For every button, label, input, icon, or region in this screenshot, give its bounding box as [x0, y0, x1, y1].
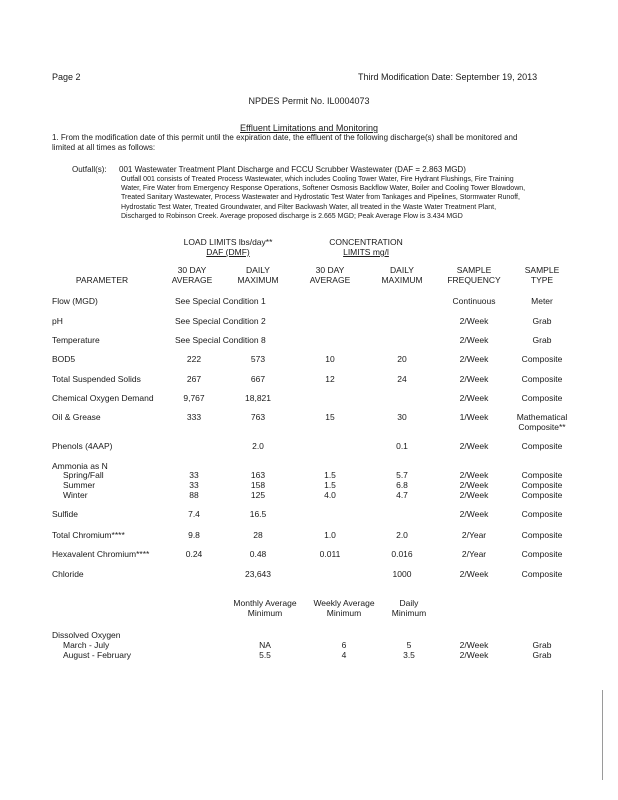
conc-max: 4.7: [396, 490, 408, 500]
concentration-sub: LIMITS mg/l: [343, 247, 389, 257]
season: Summer: [63, 480, 96, 490]
frequency: Continuous: [452, 296, 496, 306]
load-max: 125: [250, 490, 266, 500]
col-conc-30day: 30 DAY AVERAGE: [309, 265, 351, 285]
outfall-desc-line: Outfall 001 consists of Treated Process Wastewater, which includes Cooling Tower Water, Fire Hydrant Flushings, Fire Training: [121, 176, 514, 183]
param-name: BOD5: [52, 354, 76, 364]
load-note: See Special Condition 1: [175, 296, 266, 306]
col-do-daily: Daily Minimum: [391, 598, 427, 618]
col-load-30day: 30 DAY AVERAGE: [171, 265, 213, 285]
do-monthly: 5.5: [259, 650, 271, 660]
outfall-title: 001 Wastewater Treatment Plant Discharge and FCCU Scrubber Wastewater (DAF = 2.863 MGD): [119, 165, 466, 174]
conc-avg: 1.5: [324, 470, 336, 480]
sample-type: Composite: [521, 549, 563, 559]
season: Winter: [63, 490, 88, 500]
load-limits-header: [184, 237, 273, 257]
outfall-label: Outfall(s):: [72, 165, 107, 174]
frequency: 2/Week: [459, 490, 489, 500]
scan-edge-line: [602, 690, 603, 780]
period: March - July: [63, 640, 110, 650]
conc-max: 0.1: [396, 441, 408, 451]
conc-max: 24: [397, 374, 407, 384]
frequency: 1/Week: [459, 412, 489, 422]
conc-max: 5.7: [396, 470, 408, 480]
do-monthly: NA: [259, 640, 271, 650]
col-conc-daily: DAILY MAXIMUM: [381, 265, 423, 285]
col-frequency: SAMPLE FREQUENCY: [447, 265, 501, 285]
conc-max: 0.016: [391, 549, 413, 559]
col-do-monthly: Monthly Average Minimum: [233, 598, 297, 618]
frequency: 2/Week: [459, 393, 489, 403]
outfall-desc-line: Treated Sanitary Wastewater, Process Wastewater and Hydrostatic Test Water from Tankages and Pipelines, Stormwater Runoff,: [121, 194, 520, 202]
load-max: 0.48: [249, 549, 267, 559]
load-max: 23,643: [245, 569, 271, 579]
load-avg: 33: [189, 480, 199, 490]
param-name: pH: [52, 316, 63, 326]
intro-line-2: limited at all times as follows:: [52, 143, 156, 152]
load-max: 763: [250, 412, 266, 422]
frequency: 2/Week: [459, 640, 489, 650]
outfall-description: [121, 175, 525, 221]
frequency: 2/Year: [461, 549, 487, 559]
modification-date: Third Modification Date: September 19, 2013: [358, 72, 538, 82]
param-name: Dissolved Oxygen: [52, 630, 121, 640]
section-title: Effluent Limitations and Monitoring: [240, 123, 378, 133]
sample-type: Composite: [521, 480, 563, 490]
frequency: 2/Week: [459, 480, 489, 490]
frequency: 2/Week: [459, 441, 489, 451]
load-avg: 0.24: [185, 549, 203, 559]
frequency: 2/Week: [459, 354, 489, 364]
conc-avg: 10: [325, 354, 335, 364]
sample-type: Composite: [521, 509, 563, 519]
col-type: SAMPLE TYPE: [524, 265, 560, 285]
load-note: See Special Condition 8: [175, 335, 266, 345]
load-max: 573: [250, 354, 266, 364]
conc-max: 2.0: [396, 530, 408, 540]
sample-type: Composite: [521, 354, 563, 364]
load-limits-title: LOAD LIMITS lbs/day**: [183, 237, 273, 247]
sample-type: Composite: [521, 569, 563, 579]
param-name: Sulfide: [52, 509, 78, 519]
frequency: 2/Week: [459, 650, 489, 660]
load-avg: 333: [186, 412, 202, 422]
col-do-weekly: Weekly Average Minimum: [313, 598, 375, 618]
param-name: Ammonia as N: [52, 461, 108, 471]
sample-type: Composite: [521, 393, 563, 403]
load-avg: 267: [186, 374, 202, 384]
period: August - February: [63, 650, 132, 660]
load-max: 158: [250, 480, 266, 490]
concentration-title: CONCENTRATION: [329, 237, 403, 247]
sample-type: Composite: [521, 530, 563, 540]
col-load-daily: DAILY MAXIMUM: [237, 265, 279, 285]
sample-type: Grab: [532, 316, 552, 326]
do-daily: 3.5: [403, 650, 415, 660]
conc-avg: 0.011: [319, 549, 341, 559]
sample-type: Composite: [521, 374, 563, 384]
load-max: 28: [253, 530, 263, 540]
frequency: 2/Week: [459, 509, 489, 519]
frequency: 2/Week: [459, 470, 489, 480]
load-limits-sub: DAF (DMF): [206, 247, 250, 257]
load-note: See Special Condition 2: [175, 316, 266, 326]
param-name: Temperature: [52, 335, 100, 345]
do-daily: 5: [406, 640, 412, 650]
load-max: 163: [250, 470, 266, 480]
param-name: Flow (MGD): [52, 296, 98, 306]
load-avg: 9.8: [188, 530, 200, 540]
conc-avg: 4.0: [324, 490, 336, 500]
frequency: 2/Week: [459, 374, 489, 384]
sample-type: Grab: [532, 335, 552, 345]
frequency: 2/Week: [459, 335, 489, 345]
concentration-header: [329, 237, 403, 257]
outfall-desc-line: Water, Fire Water from Emergency Response Operations, Softener Osmosis Backflow Water, Boiler and Cooling Tower Blowdown,: [121, 185, 526, 193]
load-avg: 7.4: [188, 509, 200, 519]
param-name: Chemical Oxygen Demand: [52, 393, 154, 403]
frequency: 2/Week: [459, 316, 489, 326]
load-max: 667: [250, 374, 266, 384]
load-avg: 9,767: [183, 393, 205, 403]
sample-type: Grab: [532, 640, 552, 650]
conc-avg: 1.0: [324, 530, 336, 540]
conc-max: 6.8: [396, 480, 408, 490]
load-max: 2.0: [252, 441, 264, 451]
sample-type: Composite: [521, 470, 563, 480]
conc-avg: 12: [325, 374, 335, 384]
do-weekly: 6: [341, 640, 347, 650]
param-name: Hexavalent Chromium****: [52, 549, 150, 559]
load-max: 16.5: [249, 509, 267, 519]
load-max: 18,821: [245, 393, 271, 403]
permit-number: NPDES Permit No. IL0004073: [248, 96, 370, 106]
param-name: Oil & Grease: [52, 412, 101, 422]
param-name: Chloride: [52, 569, 84, 579]
load-avg: 222: [186, 354, 202, 364]
conc-max: 1000: [392, 569, 412, 579]
sample-type: Mathematical: [516, 412, 568, 422]
sample-type: Composite: [521, 441, 563, 451]
outfall-desc-line: Hydrostatic Test Water, Treated Groundwater, and Filter Backwash Water, all treated in the Waste Water Treatment Plant,: [121, 203, 497, 211]
outfall-desc-line: Discharged to Robinson Creek. Average proposed discharge is 2.665 MGD; Peak Average Flow is 3.434 MGD: [121, 212, 463, 220]
intro-line-1: 1. From the modification date of this permit until the expiration date, the effluent of the following discharge(s) shall be monitored and: [52, 133, 518, 142]
frequency: 2/Week: [459, 569, 489, 579]
conc-max: 20: [397, 354, 407, 364]
sample-type: Grab: [532, 650, 552, 660]
do-weekly: 4: [341, 650, 347, 660]
param-name: Total Chromium****: [52, 530, 125, 540]
conc-avg: 1.5: [324, 480, 336, 490]
param-name: Total Suspended Solids: [52, 374, 141, 384]
sample-type: Composite: [521, 490, 563, 500]
page-label: Page 2: [52, 72, 81, 82]
conc-max: 30: [397, 412, 407, 422]
sample-type-line2: Composite**: [518, 422, 566, 432]
season: Spring/Fall: [63, 470, 104, 480]
load-avg: 88: [189, 490, 199, 500]
col-parameter: PARAMETER: [75, 275, 129, 285]
frequency: 2/Year: [461, 530, 487, 540]
conc-avg: 15: [325, 412, 335, 422]
param-name: Phenols (4AAP): [52, 441, 113, 451]
sample-type: Meter: [531, 296, 553, 306]
load-avg: 33: [189, 470, 199, 480]
